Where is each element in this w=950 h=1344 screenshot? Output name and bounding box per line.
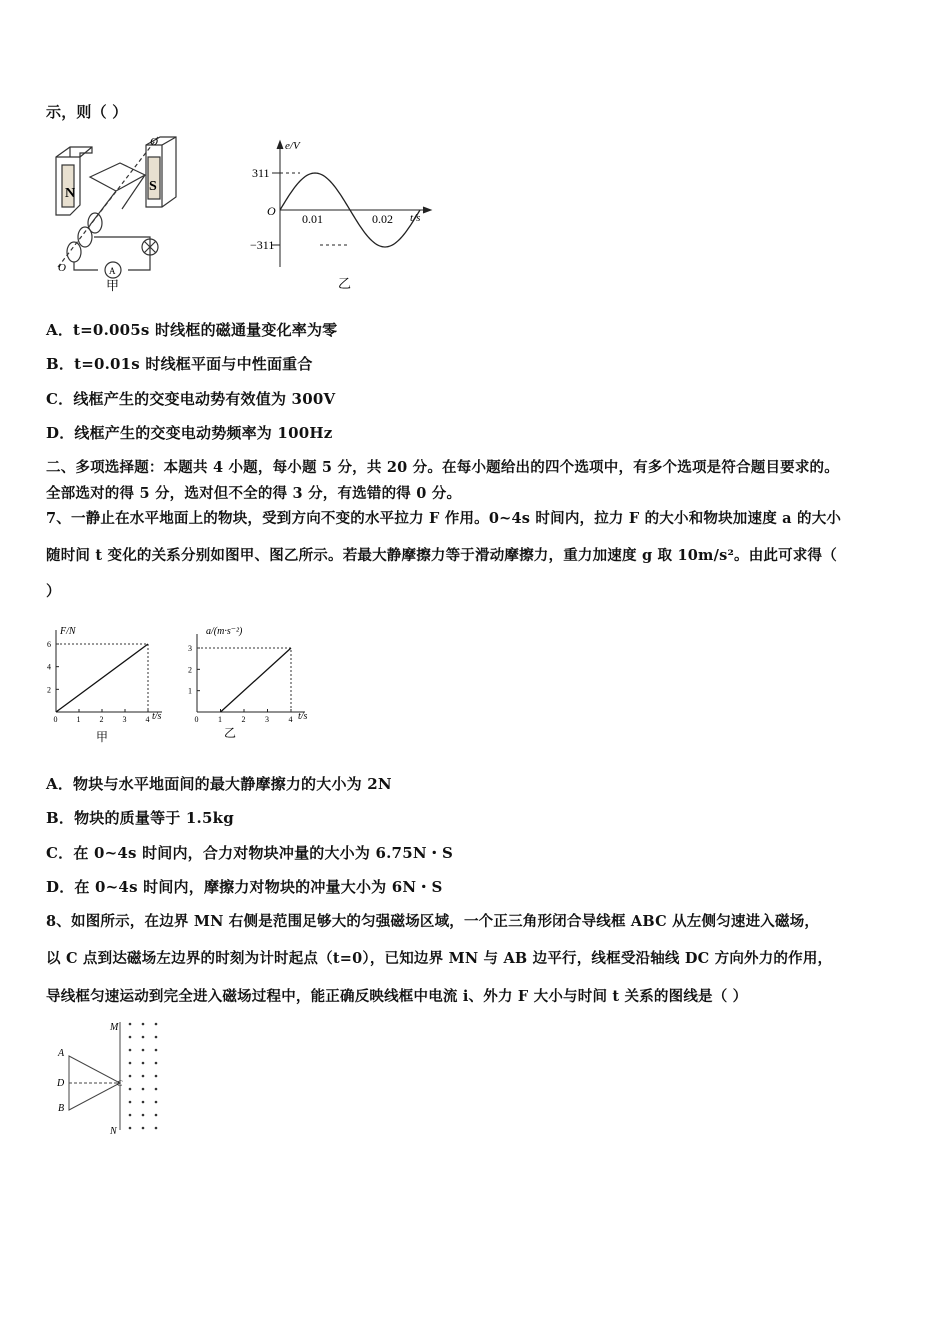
field-dot	[155, 1036, 158, 1039]
triangle-magnetic-field-figure	[52, 1018, 167, 1138]
field-dot	[129, 1062, 132, 1065]
figure-caption-yi: 乙	[338, 276, 352, 291]
field-dot	[155, 1049, 158, 1052]
chart0-xtick: 1	[76, 715, 81, 724]
boundary-m-label: M	[110, 1022, 119, 1033]
chart1-guide	[197, 648, 291, 712]
chart1-xtick: 0	[194, 715, 199, 724]
field-dot	[142, 1036, 145, 1039]
axis-o-top-label: O	[150, 136, 158, 148]
chart0-ytick: 4	[47, 662, 51, 672]
q7-option-d[interactable]: D．在 0~4s 时间内，摩擦力对物块的冲量大小为 6N・S	[46, 878, 443, 896]
field-dot	[142, 1075, 145, 1078]
field-dot	[155, 1062, 158, 1065]
boundary-n-label: N	[110, 1126, 117, 1137]
section-heading-line2: 全部选对的得 5 分，选对但不全的得 3 分，有选错的得 0 分。	[46, 485, 462, 502]
chart1-ytick: 2	[188, 665, 192, 675]
q7-option-b[interactable]: B．物块的质量等于 1.5kg	[46, 809, 234, 827]
chart0-caption: 甲	[96, 730, 109, 744]
chart0-xtick: 3	[122, 715, 127, 724]
field-dot	[142, 1023, 145, 1026]
q7-stem-line2: 随时间 t 变化的关系分别如图甲、图乙所示。若最大静摩擦力等于滑动摩擦力，重力加速度 g 取 10m/s²。由此可求得（	[46, 547, 837, 564]
q6-option-a[interactable]: A．t=0.005s 时线框的磁通量变化率为零	[46, 321, 338, 339]
field-dot	[129, 1023, 132, 1026]
axis-o-bottom-label: O	[58, 262, 66, 274]
question-continuation: 示，则（ ）	[46, 103, 128, 121]
chart1-xtick: 3	[265, 715, 269, 724]
field-dot	[142, 1049, 145, 1052]
point-d-label: D	[57, 1078, 65, 1089]
chart1-xtick: 1	[218, 715, 222, 724]
field-dot	[129, 1088, 132, 1091]
y-axis-label: e/V	[285, 140, 300, 152]
chart0-xtick: 2	[99, 715, 104, 724]
q8-stem-line3: 导线框匀速运动到完全进入磁场过程中，能正确反映线框中电流 i、外力 F 大小与时间 t 关系的图线是（ ）	[46, 988, 748, 1005]
field-dot	[142, 1101, 145, 1104]
field-dot	[142, 1062, 145, 1065]
chart1-xlabel: t/s	[298, 711, 308, 722]
magnet-n-label: N	[65, 186, 76, 201]
field-dot	[155, 1114, 158, 1117]
chart0-xtick: 4	[145, 715, 150, 724]
y-min-label: −311	[250, 238, 275, 252]
chart0-ylabel: F/N	[60, 626, 76, 637]
field-dot	[155, 1127, 158, 1130]
generator-figure	[50, 135, 185, 295]
figure-caption-jia: 甲	[106, 278, 120, 293]
field-dot	[155, 1088, 158, 1091]
chart1-series-line	[221, 648, 292, 712]
x-axis-label: t/s	[410, 212, 421, 224]
origin-label: O	[267, 204, 276, 218]
chart1-xtick: 4	[288, 715, 293, 724]
chart1-ytick: 1	[188, 686, 192, 696]
vertex-c-label: C	[117, 1079, 123, 1088]
field-dot	[155, 1101, 158, 1104]
field-dot	[129, 1075, 132, 1078]
field-dot	[142, 1114, 145, 1117]
q7-option-a[interactable]: A．物块与水平地面间的最大静摩擦力的大小为 2N	[46, 775, 392, 793]
field-dot	[142, 1127, 145, 1130]
emf-sine-graph	[250, 135, 440, 295]
q6-option-d[interactable]: D．线框产生的交变电动势频率为 100Hz	[46, 424, 333, 442]
chart0-xtick: 0	[53, 715, 58, 724]
acceleration-time-chart	[180, 620, 320, 745]
field-dot	[129, 1049, 132, 1052]
chart1-xtick: 2	[241, 715, 246, 724]
magnet-s-label: S	[149, 179, 157, 194]
q6-option-c[interactable]: C．线框产生的交变电动势有效值为 300V	[46, 390, 336, 408]
chart0-series-line	[56, 644, 148, 712]
field-dot	[129, 1114, 132, 1117]
section-heading-line1: 二、多项选择题：本题共 4 小题，每小题 5 分，共 20 分。在每小题给出的四个选项中，有多个选项是符合题目要求的。	[46, 459, 839, 476]
chart0-ytick: 6	[47, 640, 51, 649]
force-time-chart	[42, 620, 177, 745]
chart0-ytick: 2	[47, 685, 51, 695]
q8-stem-line2: 以 C 点到达磁场左边界的时刻为计时起点（t=0），已知边界 MN 与 AB 边平行，线框受沿轴线 DC 方向外力的作用，	[46, 950, 833, 967]
field-dot	[129, 1127, 132, 1130]
x-tick-002: 0.02	[372, 212, 393, 226]
chart1-ylabel: a/(m·s⁻²)	[206, 626, 243, 637]
vertex-a-label: A	[58, 1048, 65, 1059]
q8-stem-line1: 8、如图所示，在边界 MN 右侧是范围足够大的匀强磁场区域，一个正三角形闭合导线框 ABC 从左侧匀速进入磁场，	[46, 913, 820, 930]
q7-stem-line3: ）	[46, 583, 61, 600]
field-dot	[129, 1101, 132, 1104]
field-dot	[155, 1023, 158, 1026]
vertex-b-label: B	[58, 1103, 65, 1114]
chart0-xlabel: t/s	[152, 711, 162, 722]
q7-option-c[interactable]: C．在 0~4s 时间内，合力对物块冲量的大小为 6.75N・S	[46, 844, 453, 862]
field-dot	[155, 1075, 158, 1078]
q6-option-b[interactable]: B．t=0.01s 时线框平面与中性面重合	[46, 355, 313, 373]
chart1-ytick: 3	[188, 644, 192, 653]
chart1-caption: 乙	[224, 726, 237, 740]
ammeter-label: A	[109, 266, 116, 276]
y-max-label: 311	[252, 166, 270, 180]
field-dot	[129, 1036, 132, 1039]
x-tick-001: 0.01	[302, 212, 323, 226]
field-dot	[142, 1088, 145, 1091]
q7-stem-line1: 7、一静止在水平地面上的物块，受到方向不变的水平拉力 F 作用。0~4s 时间内，拉力 F 的大小和物块加速度 a 的大小	[46, 510, 842, 527]
